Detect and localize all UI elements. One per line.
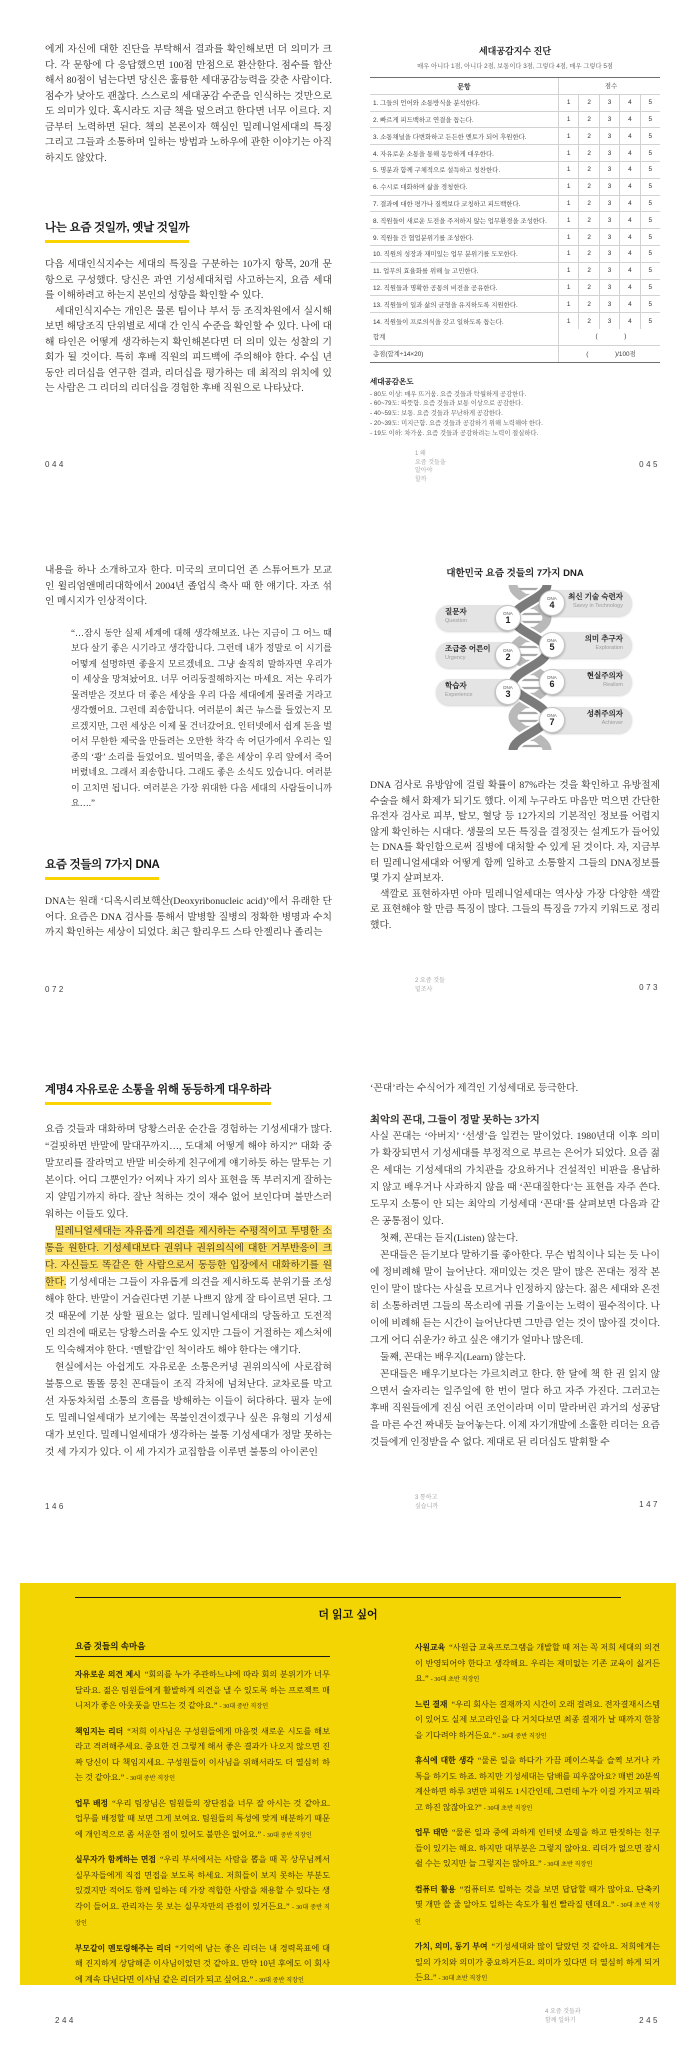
score-cell-3: 3 [599, 162, 619, 178]
quote-text: “회의를 누가 주관하느냐에 따라 회의 분위기가 너무 달라요. 젊은 팀원들에게 활발하게 의견을 낼 수 있도록 하는 프로젝트 매니저가 좋은 아웃풋을 만드는 것 같아요.” [75, 1670, 330, 1710]
sum-value: ( ) [558, 329, 663, 345]
chapter-footer [415, 450, 495, 484]
body-paragraph-highlighted [45, 1223, 332, 1359]
section-heading-wrap [45, 1080, 332, 1105]
score-cell-3: 3 [599, 179, 619, 195]
sum-label: 합계 [373, 334, 386, 342]
chapter-footer-line: 함께 일하기 [545, 2017, 576, 2024]
commandment-heading: 계명4 자유로운 소통을 위해 동등하게 대우하라 [45, 1081, 271, 1105]
dna-node-en: Exploration [595, 645, 623, 651]
page-number-244: 244 [55, 2016, 76, 2025]
dna-node-5-badge: DNA 5 [539, 632, 565, 658]
survey-row [370, 95, 660, 112]
survey-question: 10. 직원의 성장과 재미있는 업무 분위기를 도모한다. [373, 251, 518, 259]
dna-diagram [370, 585, 660, 765]
dna-node-en: Urgency [445, 655, 466, 661]
body-paragraph: 다음 세대인식지수는 세대의 특징을 구분하는 10가지 항목, 20개 문항으로 구성했다. 당신은 과연 기성세대처럼 사고하는지, 요즘 세대를 이해하려고 하는지 본인의 성향을 확인할 수 있다. [45, 259, 332, 301]
survey-table-caption: 매우 아니다 1점, 아니다 2점, 보통이다 3점, 그렇다 4점, 매우 그렇다 5점 [417, 63, 613, 70]
survey-sum-row [370, 329, 660, 346]
body-paragraph: 현실에서는 아쉽게도 자유로운 소통은커녕 권위의식에 사로잡혀 불통으로 똘똘 뭉친 꼰대들이 조직 각처에 넘쳐난다. 교차로를 막고 선 자동차처럼 소통의 흐름을 방해하는 이들이 허다하다. 필자 눈에도 밀레니얼세대가 보기에는 목불인견이겠구나 싶은 유형의 기성세대가 보인다. 밀레니얼세대가 생각하는 불통 기성세대가 정말 못하는 것 세 가지가 있다. 이 세 가지가 교집합을 이루면 불통의 아이콘인 [45, 1362, 332, 1458]
score-cell-5: 5 [640, 313, 660, 329]
quote-label: 실무자가 함께하는 면접 [75, 1855, 156, 1864]
page-072 [45, 555, 332, 1040]
score-cell-1: 1 [558, 296, 578, 312]
score-cell-5: 5 [640, 263, 660, 279]
reader-quote-item [415, 1882, 660, 1931]
quote-text: “기억에 남는 좋은 리더는 내 경력목표에 대해 진지하게 상담해준 이사님이었던 것 같아요. 만약 10년 후에도 이 회사에 계속 다닌다면 이사님 같은 리더가 되고 싶어요.” [75, 1943, 331, 1984]
score-cell-4: 4 [619, 229, 639, 245]
body-paragraph: DNA 검사로 유방암에 걸릴 확률이 87%라는 것을 확인하고 유방절제수술을 해서 화제가 되기도 했다. 이제 누구라도 마음만 먹으면 간단한 유전자 검사로 피부, 탈모, 혈당 등 12가지의 기본적인 정보를 어렵지 않게 확인하는 시대다. 생물의 모든 특징을 결정짓는 설계도가 들어있는 DNA를 확인함으로써 질병에 대처할 수 있게 된 것이다. 자, 지금부터 밀레니얼세대와 어떻게 함께 일하고 소통할지 그들의 DNA정보를 몇 가지 살펴보자. [370, 780, 660, 884]
body-paragraph: 세대인식지수는 개인은 물론 팀이나 부서 등 조직차원에서 실시해보면 해당조직 단위별로 세대 간 인식 수준을 확인할 수 있다. 나에 대해 타인은 어떻게 생각하는지 확인해본다면 더 의미 있는 성찰의 기회가 될 것이다. 특히 후배 직원의 피드백에 주의해야 한다. 수십 년 동안 리더십을 연구한 결과, 리더십을 평가하는 데 최적의 위치에 있는 사람은 그 리더의 리더십을 경험한 후배 직원으로 나타났다. [45, 305, 332, 394]
page-number-044: 044 [45, 460, 66, 469]
survey-table-title: 세대공감지수 진단 [478, 46, 552, 56]
quote-label: 사원교육 [415, 1643, 446, 1652]
score-cell-2: 2 [578, 280, 598, 296]
quote-text: “물론 일과 중에 과하게 인터넷 쇼핑을 하고 딴짓하는 친구들이 있기는 해요. 하지만 대부분은 그렇지 않아요. 리더가 없으면 잠시 쉴 수는 있지만 늘 그렇지는 않아요.” [415, 1828, 660, 1868]
score-cell-1: 1 [558, 280, 578, 296]
reader-quote-item [415, 1825, 660, 1873]
chapter-footer [415, 977, 495, 994]
score-cell-3: 3 [599, 212, 619, 228]
score-cell-1: 1 [558, 196, 578, 212]
score-cell-2: 2 [578, 313, 598, 329]
page-147 [370, 1060, 660, 1540]
dna-node-2-badge: DNA 2 [495, 642, 521, 668]
score-cell-5: 5 [640, 296, 660, 312]
dna-node-6-badge: DNA 6 [539, 669, 565, 695]
chapter-footer-line: 알아야 [415, 468, 433, 474]
survey-question: 5. 명분과 함께 구체적으로 설득하고 칭찬한다. [373, 167, 501, 175]
page-044 [45, 30, 332, 502]
quote-source: - 30대 중반 직장인 [126, 1775, 176, 1782]
reader-quote-item [75, 1667, 330, 1715]
score-cell-1: 1 [558, 229, 578, 245]
score-cell-1: 1 [558, 179, 578, 195]
chapter-footer-line: 3 통하고 [415, 1495, 438, 1501]
chapter-footer-line: 1 왜 [415, 451, 426, 457]
quote-text: “우리 팀장님은 팀원들의 장단점을 너무 잘 아시는 것 같아요. 업무를 배정할 때 보면 그게 보여요. 팀원들의 특성에 맞게 배분하기 때문에 개인적으로 좀 서운한 점이 있어도 불만은 없어요.” [75, 1798, 330, 1839]
quote-label: 책임지는 리더 [75, 1726, 124, 1736]
interlude-right-column [415, 1640, 661, 1982]
quote-text: “우리 부서에서는 사람을 뽑을 때 꼭 상무님께서 실무자들에게 직접 면접을 보도록 하세요. 저희들이 보지 못하는 부분도 있겠지만 적어도 함께 일하는 데 가장 적합한 사람을 채용할 수 있다는 생각이 들어요. 관리자는 못 보는 실무자만의 관점이 있거든요.” [75, 1855, 330, 1911]
chapter-footer-line: 할까 [415, 476, 427, 483]
legend-lines [370, 390, 660, 439]
survey-question: 12. 직원들과 명확한 공통의 비전을 공유한다. [373, 284, 498, 292]
score-cell-3: 3 [599, 246, 619, 262]
survey-question: 13. 직원들이 일과 삶의 균형을 유지하도록 지원한다. [373, 301, 518, 309]
dna-section-intro [45, 855, 332, 941]
section-heading-wrap [45, 218, 332, 243]
quote-source: - 30대 중반 직장인 [263, 1831, 312, 1839]
score-cell-4: 4 [619, 313, 639, 329]
reader-quote-item [75, 1796, 330, 1844]
chapter-footer [415, 1494, 495, 1511]
yellow-interlude-panel [20, 1583, 676, 1985]
sub-heading: 최악의 꼰대, 그들이 정말 못하는 3가지 [370, 1115, 540, 1126]
chapter-footer-line: 4 요즘 것들과 [545, 2009, 581, 2015]
score-cell-2: 2 [578, 162, 598, 178]
survey-row [370, 112, 660, 129]
body-paragraph: 내용을 하나 소개하고자 한다. 미국의 코미디언 존 스튜어트가 모교인 윌리엄앤메리대학에서 2004년 졸업식 축사 때 한 얘기다. 자조 섞인 메시지가 인상적이다. [45, 565, 332, 607]
quote-label: 컴퓨터 활용 [415, 1884, 456, 1894]
body-paragraph: 꼰대들은 배우기보다는 가르치려고 한다. 한 달에 책 한 권 읽지 않으면서 술자리는 일주일에 한 번이 멀다 하고 자주 가진다. 그러고는 후배 직원들에게 진심 어린 조언이라며 이미 말라버린 과거의 성공담을 마른 수건 짜내듯 늘어놓는다. 이제 자기개발에 소홀한 리더는 요즘 것들에게 인정받을 수 없다. 제대로 된 리더십도 발휘할 수 [370, 1369, 660, 1448]
dna-node-ko: 최신 기술 숙련자 [568, 592, 623, 601]
score-cell-5: 5 [640, 95, 660, 111]
reader-quote-item [415, 1939, 660, 1987]
score-cell-1: 1 [558, 95, 578, 111]
quote-source: - 30대 초반 직장인 [543, 1861, 593, 1868]
body-paragraph: 에게 자신에 대한 진단을 부탁해서 결과를 확인해보면 더 의미가 크다. 각 문항에 다 응답했으면 100점 만점으로 환산한다. 점수를 합산해서 80점이 넘는다면 당신은 훌륭한 세대공감능력을 갖춘 사람이다. 점수가 낮아도 괜찮다. 스스로의 세대공감 수준을 인식하는 것만으로도 의미가 있다. 혹시라도 지금 책을 덮으려고 한다면 너무 이르다. 지금부터 노력하면 된다. 책의 본론이자 핵심인 밀레니얼세대의 특징 그리고 그들과 소통하며 일하는 방법과 노하우에 관한 이야기는 아직 하지도 않았다. [45, 44, 332, 164]
survey-row [370, 212, 660, 229]
chapter-footer-line: 밑조사 [415, 986, 433, 993]
quote-text: “기성세대와 많이 달랐던 것 같아요. 저희에게는 일의 가치와 의미가 중요하거든요. 의미가 있다면 더 열심히 하게 되거든요.” [415, 1942, 660, 1982]
reader-quote-item [415, 1640, 660, 1688]
survey-question: 3. 소통채널을 다변화하고 든든한 멘토가 되어 후원한다. [373, 133, 527, 141]
dna-node-ko: 질문자 [445, 607, 467, 616]
score-cell-5: 5 [640, 145, 660, 161]
reader-quote-item [415, 1753, 660, 1816]
empathy-temperature-legend [370, 376, 660, 439]
survey-question: 9. 직원들 간 협업분위기를 조성한다. [373, 234, 474, 242]
score-cell-3: 3 [599, 263, 619, 279]
score-cell-3: 3 [599, 280, 619, 296]
highlighted-sentence: 밀레니얼세대는 자유롭게 의견을 제시하는 수평적이고 투명한 소통을 원한다. 기성세대보다 권위나 권위의식에 대한 거부반응이 크다. 자신들도 똑같은 한 사람으로서 동등한 입장에서 대화하기를 원한다. [45, 1226, 332, 1288]
quote-source: - 30대 초반 직장인 [483, 1804, 533, 1812]
section-heading: 요즘 것들의 7가지 DNA [45, 856, 159, 880]
survey-row [370, 145, 660, 162]
page-number-073: 073 [639, 983, 660, 992]
reader-quotes-left [75, 1667, 330, 1988]
section-heading: 나는 요즘 것일까, 옛날 것일까 [45, 219, 189, 243]
score-cell-2: 2 [578, 229, 598, 245]
score-cell-3: 3 [599, 313, 619, 329]
survey-row [370, 162, 660, 179]
chapter-footer-line: 요즘 것들을 [415, 459, 446, 466]
survey-row [370, 128, 660, 145]
score-cell-2: 2 [578, 246, 598, 262]
interlude-title: 더 읽고 싶어 [75, 1597, 621, 1622]
page-number-146: 146 [45, 1502, 66, 1511]
body-paragraph: 꼰대들은 듣기보다 말하기를 좋아한다. 무슨 법칙이나 되는 듯 나이에 정비례해 말이 늘어난다. 재미있는 것은 말이 많은 꼰대는 정작 본인이 말이 많다는 사실을 모르거나 인정하지 않는다. 젊은 세대와 온전히 소통하려면 그들의 목소리에 귀를 기울이는 노력이 필수적이다. 나이에 비례해 듣는 시간이 늘어난다면 그만큼 얻는 것이 많아질 것이다. 그게 어디 쉬운가? 하고 싶은 얘기가 얼마나 많은데. [370, 1250, 660, 1346]
quote-text: “물론 일을 하다가 가끔 페이스북을 슬쩍 보거나 카톡을 하기도 하죠. 하지만 기성세대는 담배를 피우잖아요? 매번 20분씩 계산하면 하루 3번만 피워도 1시간인데, 그런데 누가 이걸 가지고 뭐라고 하진 않잖아요?” [415, 1756, 660, 1812]
score-cell-4: 4 [619, 145, 639, 161]
dna-node-ko: 성취주의자 [586, 709, 623, 718]
column-header-question: 문항 [457, 83, 471, 91]
score-cell-4: 4 [619, 246, 639, 262]
survey-row [370, 296, 660, 313]
column-header-score: 점수 [558, 78, 663, 94]
page-073 [370, 555, 660, 1040]
survey-question: 6. 수시로 대화하며 삶을 경청한다. [373, 184, 468, 192]
spread-072-073 [0, 555, 700, 1040]
score-cell-1: 1 [558, 128, 578, 144]
body-line: 첫째, 꼰대는 듣지(Listen) 않는다. [380, 1233, 518, 1244]
survey-row [370, 246, 660, 263]
quote-text: “저희 이사님은 구성원들에게 마음껏 새로운 시도를 해보라고 격려해주세요. 중요한 건 그렇게 해서 좋은 결과가 나오지 않으면 진짜 당신이 다 책임지세요. 구성원들이 이사님을 위해서라도 더 열심히 하는 것 같아요.” [75, 1726, 330, 1782]
page-number-245: 245 [639, 2016, 660, 2025]
survey-question: 7. 결과에 대한 평가나 질책보다 코칭하고 피드백한다. [373, 200, 521, 208]
quote-label: 부모같이 멘토링해주는 리더 [75, 1943, 172, 1953]
score-cell-2: 2 [578, 112, 598, 128]
reader-quote-item [75, 1724, 330, 1787]
score-cell-2: 2 [578, 128, 598, 144]
spread-044-045 [0, 30, 700, 502]
score-cell-3: 3 [599, 229, 619, 245]
score-cell-5: 5 [640, 162, 660, 178]
dna-node-en: Question [445, 618, 468, 624]
body-line: 둘째, 꼰대는 배우지(Learn) 않는다. [380, 1352, 526, 1363]
reader-quote-item [415, 1697, 660, 1745]
dna-node-ko: 조급증 어른이 [445, 644, 491, 653]
score-cell-3: 3 [599, 296, 619, 312]
survey-question: 4. 자유로운 소통을 통해 동등하게 대우한다. [373, 150, 494, 158]
reader-quote-item [75, 1941, 330, 1989]
total-value: ( )/100점 [558, 346, 663, 362]
spread-146-147 [0, 1060, 700, 1540]
dna-node-7-badge: DNA 7 [539, 707, 565, 733]
score-cell-4: 4 [619, 179, 639, 195]
quote-source: - 30대 초반 직장인 [438, 1975, 488, 1982]
quote-source: - 30대 중반 직장인 [498, 1732, 547, 1740]
survey-row [370, 229, 660, 246]
dna-node-3-badge: DNA 3 [495, 679, 521, 705]
score-cell-1: 1 [558, 212, 578, 228]
score-cell-4: 4 [619, 162, 639, 178]
score-cell-4: 4 [619, 296, 639, 312]
dna-diagram-title: 대한민국 요즘 것들의 7가지 DNA [446, 568, 584, 579]
quote-label: 휴식에 대한 생각 [415, 1756, 474, 1765]
score-cell-5: 5 [640, 280, 660, 296]
spread-244-245 [0, 1583, 700, 2071]
score-cell-5: 5 [640, 246, 660, 262]
survey-total-row [370, 346, 660, 362]
score-cell-1: 1 [558, 263, 578, 279]
quote-text: “사원급 교육프로그램을 개발할 때 저는 꼭 저희 세대의 의견이 반영되어야 한다고 생각해요. 우리는 재미없는 기존 교육이 싫거든요.” [415, 1643, 660, 1683]
survey-row [370, 280, 660, 297]
score-cell-5: 5 [640, 128, 660, 144]
quote-label: 느린 결재 [415, 1699, 448, 1709]
survey-row [370, 313, 660, 329]
score-cell-5: 5 [640, 112, 660, 128]
score-cell-4: 4 [619, 263, 639, 279]
survey-question: 11. 업무의 효율화를 위해 늘 고민한다. [373, 268, 479, 276]
survey-question: 1. 그들의 언어와 소통방식을 분석한다. [373, 100, 480, 108]
legend-line: - 19도 이하: 차가움. 요즘 것들과 공감하려는 노력이 절실하다. [370, 429, 539, 437]
quote-text: “컴퓨터로 일하는 것을 보면 답답할 때가 많아요. 단축키 몇 개만 쓸 줄 알아도 일하는 속도가 훨씬 빨라질 텐데요.” [415, 1884, 661, 1909]
dna-node-en: Savvy in Technology [572, 603, 623, 609]
score-cell-3: 3 [599, 128, 619, 144]
dna-node-en: Achiever [601, 720, 623, 726]
page-number-045: 045 [639, 460, 660, 469]
chapter-footer [545, 2008, 625, 2025]
score-cell-4: 4 [619, 212, 639, 228]
score-cell-1: 1 [558, 313, 578, 329]
score-cell-4: 4 [619, 95, 639, 111]
score-cell-1: 1 [558, 246, 578, 262]
quote-source: - 30대 중반 직장인 [255, 1976, 305, 1984]
body-paragraph: 색깔로 표현하자면 아마 밀레니얼세대는 역사상 가장 다양한 색깔로 표현해야 할 만큼 특징이 많다. 그들의 특징을 7가지 키워드로 정리했다. [370, 888, 660, 931]
score-cell-5: 5 [640, 212, 660, 228]
score-cell-3: 3 [599, 112, 619, 128]
score-cell-3: 3 [599, 196, 619, 212]
score-cell-2: 2 [578, 296, 598, 312]
dna-node-ko: 의미 추구자 [584, 634, 623, 643]
survey-rows [370, 95, 660, 329]
score-cell-2: 2 [578, 179, 598, 195]
body-paragraph: DNA는 원래 ‘디옥시리보핵산(Deoxyribonucleic acid)’에서 유래한 단어다. 요즘은 DNA 검사를 통해서 발병할 질병의 정확한 병명과 수치까지 확인하는 세상이 되었다. 최근 할리우드 스타 안젤리나 졸리는 [45, 896, 332, 938]
page-number-072: 072 [45, 985, 66, 994]
score-cell-2: 2 [578, 196, 598, 212]
dna-body-text [370, 778, 660, 933]
score-cell-2: 2 [578, 263, 598, 279]
legend-title: 세대공감온도 [370, 376, 414, 386]
quote-text: “우리 회사는 결재까지 시간이 오래 걸려요. 전자결재시스템이 있어도 실제 보고라인을 다 거치다보면 최종 결재가 날 때까지 한참을 기다려야 하거든요.” [415, 1699, 660, 1740]
reader-quote-item [75, 1852, 330, 1932]
score-cell-4: 4 [619, 112, 639, 128]
page-045 [370, 30, 660, 502]
body-paragraph: 요즘 것들과 대화하며 당황스러운 순간을 경험하는 기성세대가 많다. “걸핏하면 반말에 말대꾸까지…, 도대체 어떻게 해야 하지?” 대화 중 말꼬리를 잘라먹고 반말 비슷하게 친구에게 얘기하듯 하는 말투는 기본이다. 어디 그뿐인가? 어찌나 자기 의사 표현을 똑 부러지게 잘하는지 얄밉기까지 하다. 잘난 척하는 것이 재수 없어 보인다며 불만스러워하는 이들도 있다. [45, 1124, 332, 1220]
survey-header-row [370, 78, 660, 95]
legend-line: - 80도 이상: 매우 뜨거움. 요즘 것들과 탁월하게 공감한다. [370, 390, 527, 398]
chapter-footer-line: 싶습니까 [415, 1503, 439, 1510]
quote-source: - 30대 초반 직장인 [415, 1902, 661, 1926]
page-146 [45, 1060, 332, 1540]
quote-source: - 30대 초반 직장인 [430, 1676, 480, 1683]
interlude-section-title: 요즘 것들의 속마음 [75, 1640, 330, 1657]
score-cell-3: 3 [599, 95, 619, 111]
score-cell-2: 2 [578, 95, 598, 111]
survey-question: 8. 직원들이 새로운 도전을 주저하지 않는 업무환경을 조성한다. [373, 217, 547, 225]
score-cell-1: 1 [558, 112, 578, 128]
graduation-speech-quote: “…잠시 동안 실제 세계에 대해 생각해보죠. 나는 지금이 그 어느 때보다 살기 좋은 시기라고 생각합니다. 그런데 내가 정말로 이 시기를 어떻게 설명하면 좋을지 모르겠네요. 그냥 솔직히 말하자면 우리가 이 세상을 망쳐놨어요. 너무 어리둥절해하지는 마세요. 저는 우리가 물려받은 것보다 더 좋은 세상을 우리 다음 세대에게 물려줄 거라고 생각했어요. 그런데 죄송합니다. 여러분이 최근 뉴스를 들었는지 모르겠지만, 그런 세상은 이제 물 건너갔어요. 인터넷에서 쉽게 돈을 벌어서 무한한 제국을 만들려는 오만한 착각 속 어딘가에서 우리는 일종의 ‘쾅’ 소리를 들었어요. 빌어먹을, 좋은 세상이 우리 앞에서 죽어버렸네요. 그래서 죄송합니다. 그래도 좋은 소식도 있습니다. 여러분이 고치면 됩니다. 여러분은 가장 위대한 다음 세대의 사람들이니까요….” [71, 627, 332, 808]
interlude-left-column [75, 1640, 331, 1984]
survey-row [370, 196, 660, 213]
survey-question: 14. 직원들이 프로의식을 갖고 일하도록 돕는다. [373, 318, 504, 326]
dna-node-4-badge: DNA 4 [539, 590, 565, 616]
score-cell-5: 5 [640, 229, 660, 245]
survey-row [370, 263, 660, 280]
body-text: 기성세대는 그들이 자유롭게 의견을 제시하도록 분위기를 조성해야 한다. 반말이 거슬린다면 기분 나쁘지 않게 잘 타이르면 된다. 그것 때문에 기분 상할 필요는 없다. 밀레니얼세대의 당돌하고 도전적인 의견에 때로는 당황스러울 수도 있지만 그들이 거절하는 제스처에도 익숙해져야 한다. ‘멘탈갑’인 척이라도 해야 한다는 얘기다. [45, 1277, 332, 1356]
score-cell-4: 4 [619, 280, 639, 296]
score-cell-4: 4 [619, 196, 639, 212]
dna-node-1-badge: DNA 1 [495, 605, 521, 631]
reader-quotes-right [415, 1640, 660, 1987]
dna-node-ko: 현실주의자 [586, 671, 623, 680]
quote-source: - 30대 중반 직장인 [219, 1703, 269, 1710]
quote-source: - 30대 중반 직장인 [75, 1903, 330, 1927]
score-cell-3: 3 [599, 145, 619, 161]
survey-row [370, 179, 660, 196]
quote-label: 자유로운 의견 제시 [75, 1670, 141, 1679]
dna-node-en: Experience [445, 692, 473, 698]
score-cell-2: 2 [578, 145, 598, 161]
legend-line: - 60~79도: 따뜻함. 요즘 것들과 보통 이상으로 공감한다. [370, 400, 523, 408]
score-cell-2: 2 [578, 212, 598, 228]
score-cell-5: 5 [640, 196, 660, 212]
body-paragraph: 사실 꼰대는 ‘아버지’ ‘선생’을 일컫는 말이었다. 1980년대 이후 의미가 확장되면서 기성세대를 부정적으로 부르는 은어가 되었다. 요즘 젊은 세대는 기성세대의 가치관을 강요하거나 건설적인 비판을 용납하지 않고 배우거나 사과하지 않을 때 ‘꼰대질한다’는 표현을 자주 쓴다. 도무지 소통이 안 되는 최악의 기성세대 ‘꼰대’를 살펴보면 다음과 같은 공통점이 있다. [370, 1131, 660, 1227]
score-cell-1: 1 [558, 162, 578, 178]
quote-label: 업무 배정 [75, 1798, 109, 1808]
survey-table [370, 77, 660, 363]
dna-node-en: Realism [603, 682, 623, 688]
quote-label: 가치, 의미, 동기 부여 [415, 1942, 488, 1951]
score-cell-1: 1 [558, 145, 578, 161]
page-number-147: 147 [639, 1500, 660, 1509]
body-paragraph: ‘꼰대’라는 수식어가 제격인 기성세대로 등극한다. [370, 1083, 579, 1094]
total-label: 총점(합계÷14×20) [373, 351, 424, 359]
legend-line: - 40~59도: 보통. 요즘 것들과 무난하게 공감한다. [370, 410, 503, 418]
quote-label: 업무 태만 [415, 1828, 449, 1837]
dna-node-ko: 학습자 [445, 681, 467, 690]
survey-question: 2. 빠르게 피드백하고 연결을 돕는다. [373, 116, 474, 124]
score-cell-4: 4 [619, 128, 639, 144]
section-heading-wrap [45, 855, 332, 880]
legend-line: - 20~39도: 미지근함. 요즘 것들과 공감하기 위해 노력해야 한다. [370, 419, 543, 427]
chapter-footer-line: 2 요즘 것들 [415, 978, 445, 984]
score-cell-5: 5 [640, 179, 660, 195]
